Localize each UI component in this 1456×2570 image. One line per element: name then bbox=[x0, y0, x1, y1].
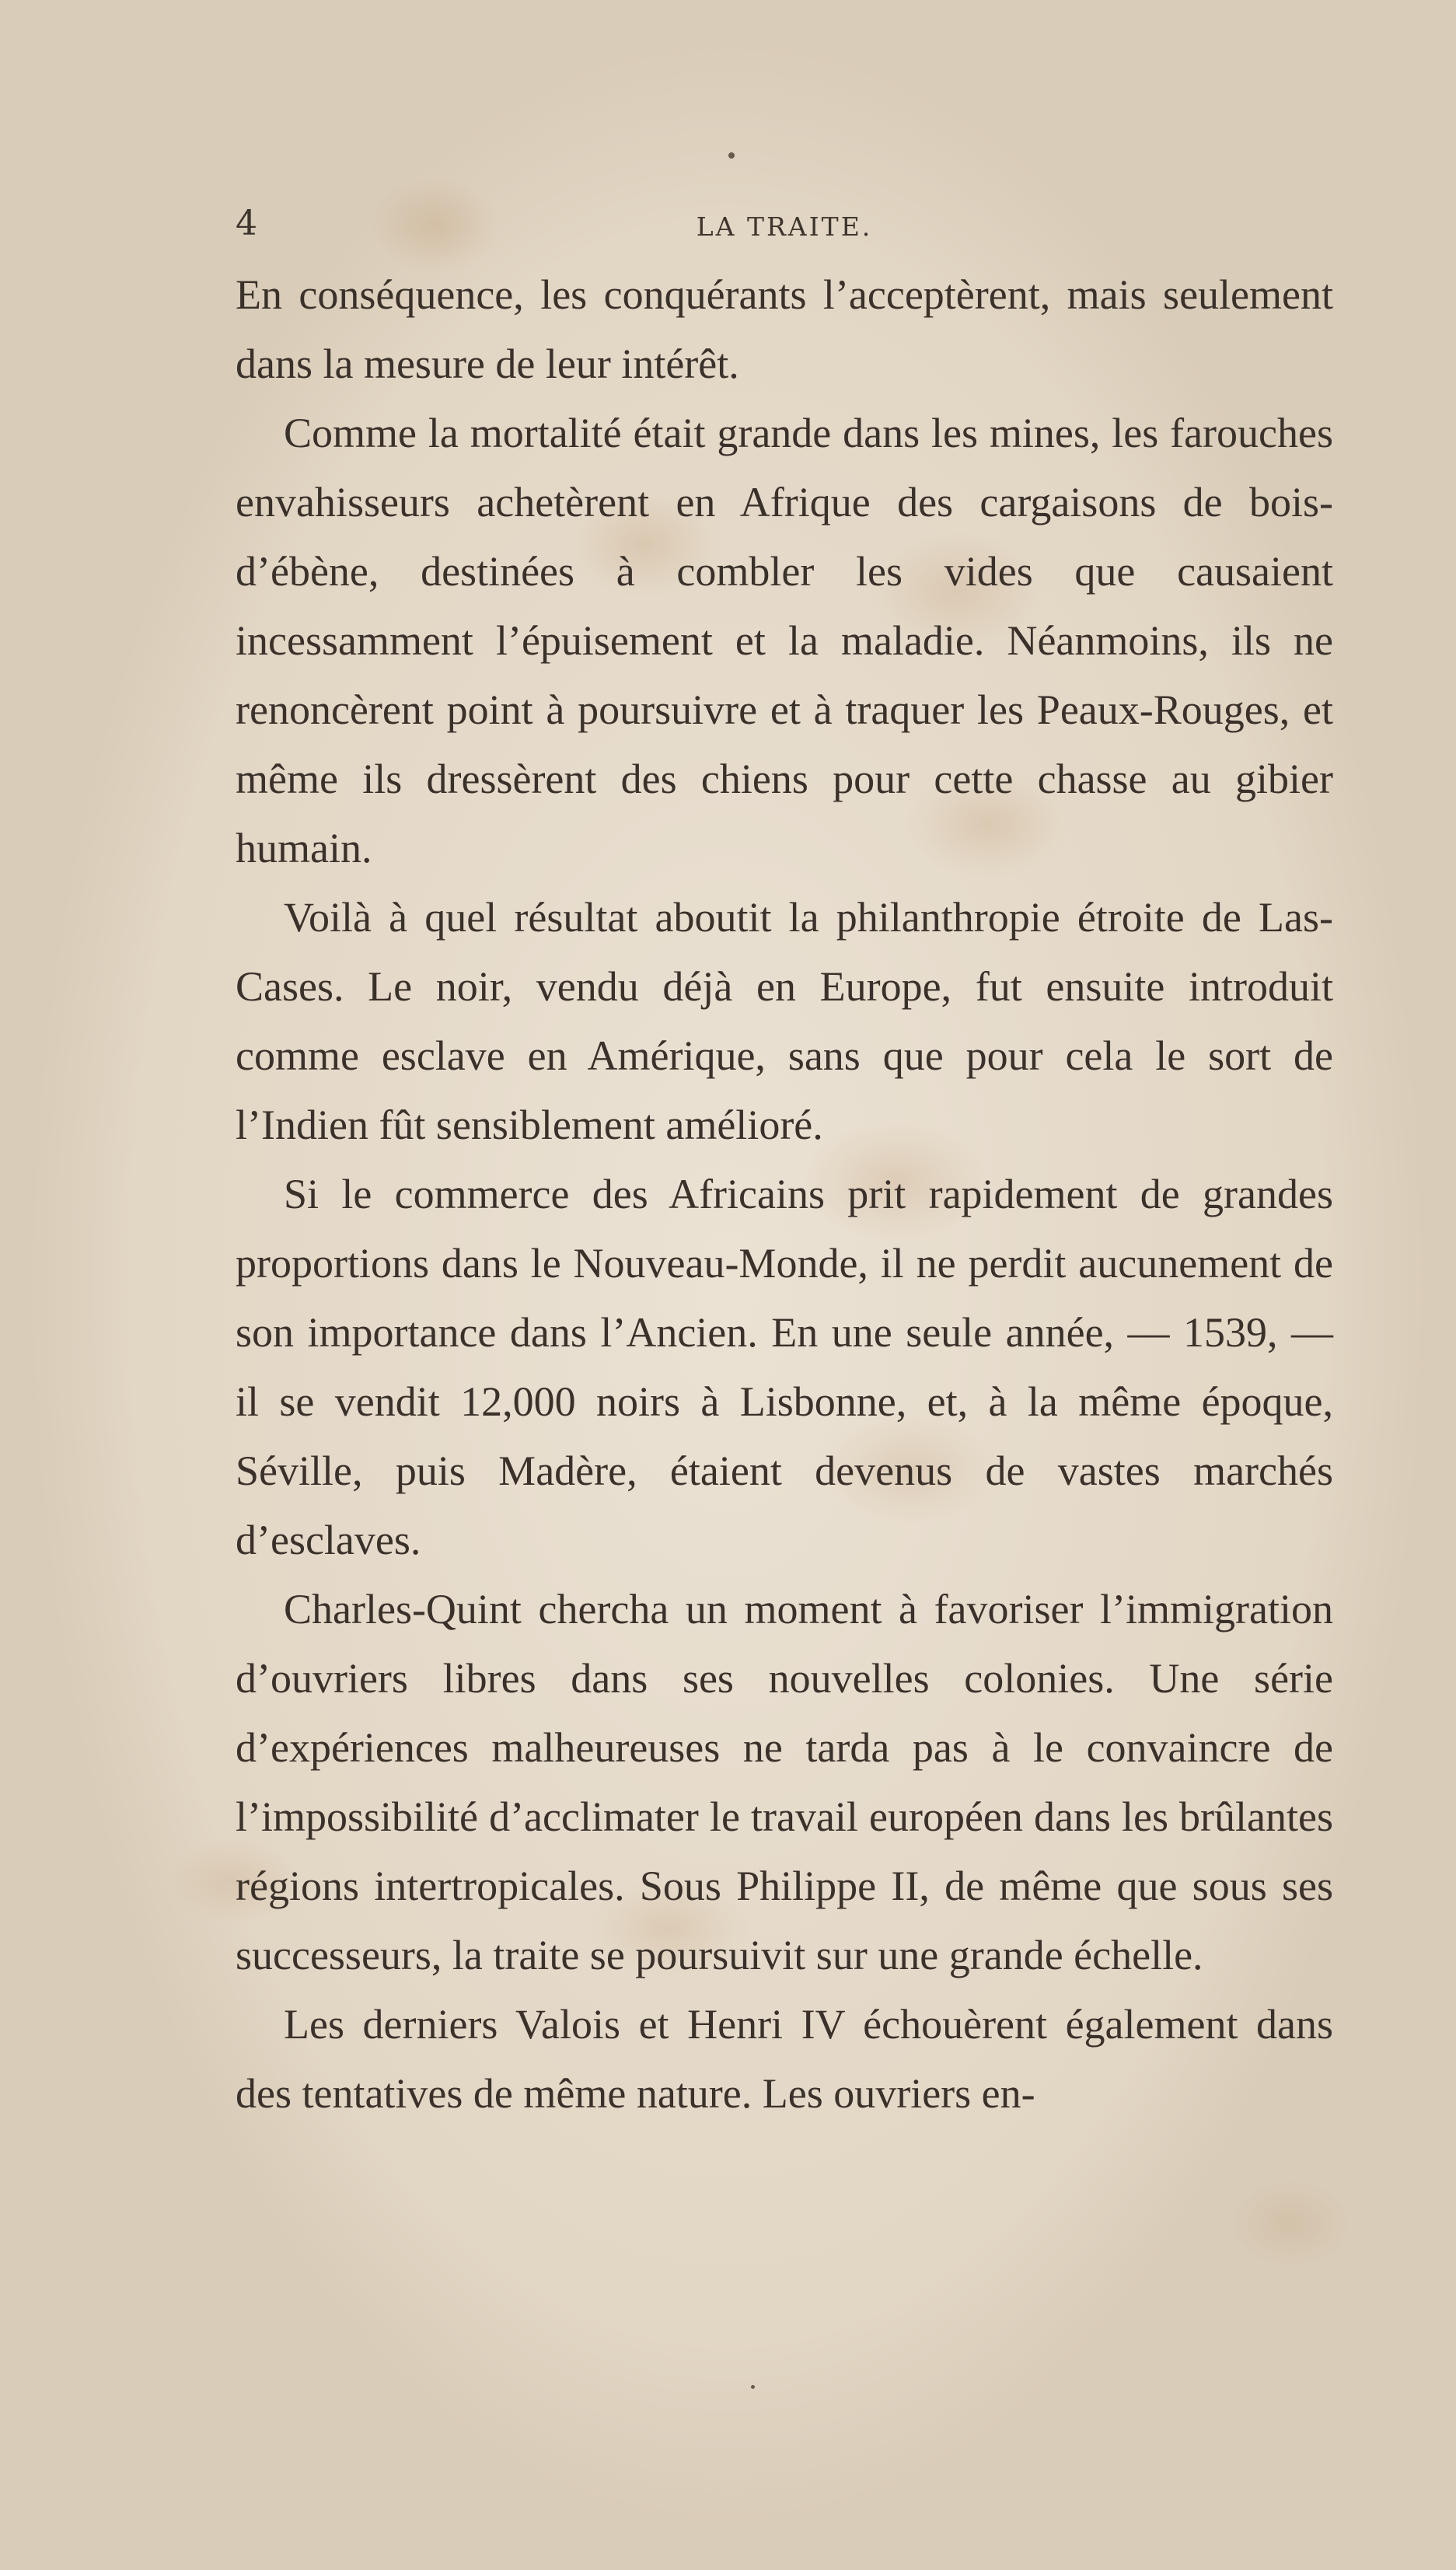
paragraph: En conséquence, les conquérants l’acceptèrent, mais seulement dans la mesure de leur intérêt. bbox=[236, 271, 1333, 387]
running-title: LA TRAITE. bbox=[696, 211, 873, 242]
page-number: 4 bbox=[236, 204, 257, 243]
body-text bbox=[236, 260, 1333, 2128]
paragraph: Voilà à quel résultat aboutit la philanthropie étroite de Las-Cases. Le noir, vendu déjà en Europe, fut ensuite introduit comme esclave en Amérique, sans que pour cela le sort de l’Indien fût sensiblement amélioré. bbox=[236, 894, 1333, 1148]
paper-speck bbox=[728, 152, 735, 159]
running-head bbox=[236, 201, 1333, 247]
paper-speck bbox=[751, 2385, 755, 2389]
paragraph: Si le commerce des Africains prit rapidement de grandes proportions dans le Nouveau-Monde, il ne perdit aucunement de son importance dans l’Ancien. En une seule année, — 1539, — il se vendit 12,000 noirs à Lisbonne, et, à la même époque, Séville, puis Madère, étaient devenus de vastes marchés d’esclaves. bbox=[236, 1171, 1333, 1563]
paragraph: Les derniers Valois et Henri IV échouèrent également dans des tentatives de même nature. Les ouvriers en- bbox=[236, 2001, 1333, 2117]
paragraph: Comme la mortalité était grande dans les mines, les farouches envahisseurs achetèrent en Afrique des cargaisons de bois-d’ébène, destinées à combler les vides que causaient incessamment l’épuisement et la maladie. Néanmoins, ils ne renoncèrent point à poursuivre et à traquer les Peaux-Rouges, et même ils dressèrent des chiens pour cette chasse au gibier humain. bbox=[236, 410, 1333, 871]
paragraph: Charles-Quint chercha un moment à favoriser l’immigration d’ouvriers libres dans ses nouvelles colonies. Une série d’expériences malheureuses ne tarda pas à le convaincre de l’impossibilité d’acclimater le travail européen dans les brûlantes régions intertropicales. Sous Philippe II, de même que sous ses successeurs, la traite se poursuivit sur une grande échelle. bbox=[236, 1586, 1333, 1978]
